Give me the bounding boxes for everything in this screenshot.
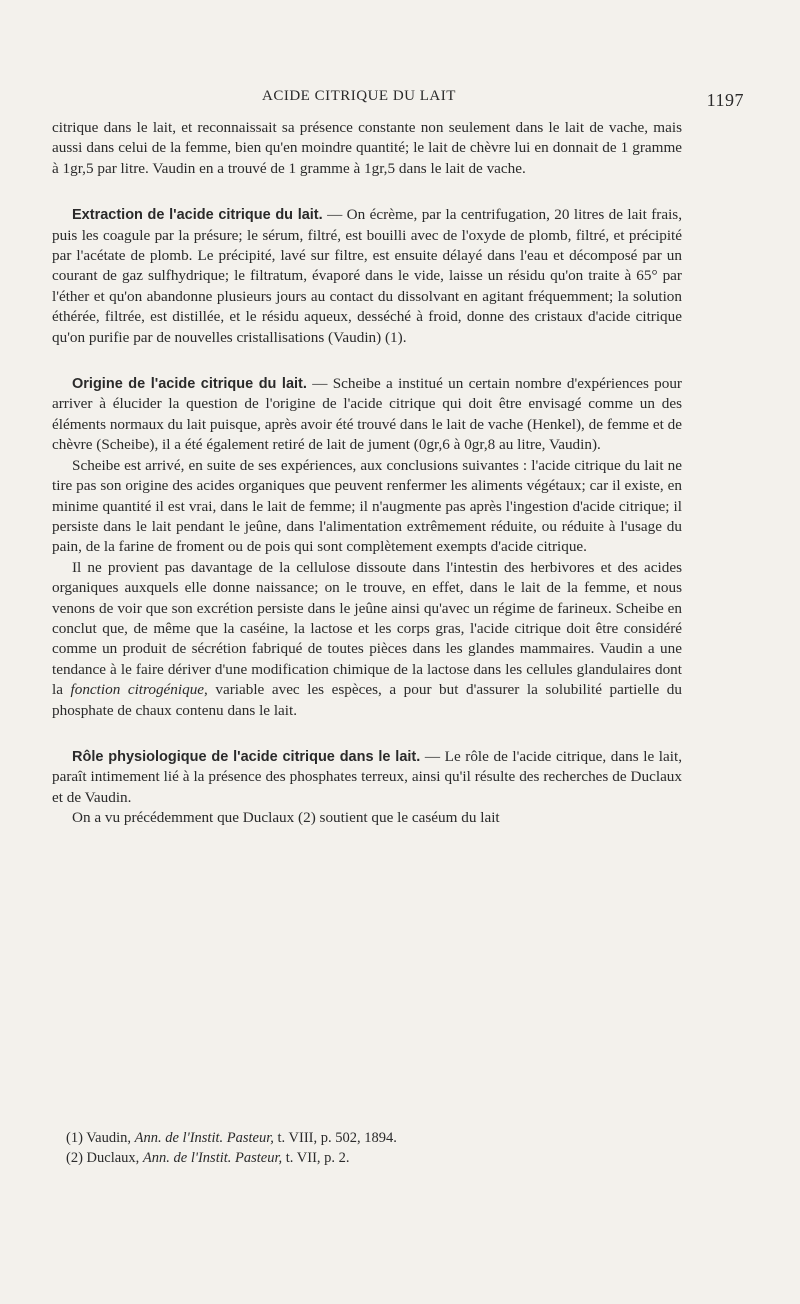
paragraph-continuation: citrique dans le lait, et reconnaissait sa présence constante non seulement dans le lait de vache, mais aussi dans celui de la femme, bien qu'en moindre quantité; le lait de chèvre lui en donnait de 1 gramme à 1gr,5 par litre. Vaudin en a trouvé de 1 gramme à 1gr,5 dans le lait de vache. bbox=[52, 119, 682, 177]
paragraph-cellulose bbox=[52, 558, 682, 721]
section-heading-extraction: Extraction de l'acide citrique du lait. bbox=[72, 207, 323, 224]
running-title: ACIDE CITRIQUE DU LAIT bbox=[262, 88, 456, 104]
footnote bbox=[66, 1128, 626, 1148]
section-role bbox=[52, 747, 682, 808]
paragraph-scheibe-conclusions: Scheibe est arrivé, en suite de ses expériences, aux conclusions suivantes : l'acide citrique du lait ne tire pas son origine des acides organiques que peuvent renfermer les aliments végétaux; car il existe, en minime quantité il est vrai, dans le lait de femme; il n'augmente pas après l'ingestion d'acide citrique; il persiste dans le lait pendant le jeûne, dans l'alimentation extrêmement réduite, ou réduite à l'usage du pain, de la farine de froment ou de pois qui sont complètement exempts d'acide citrique. bbox=[52, 456, 682, 556]
section-heading-origine: Origine de l'acide citrique du lait. bbox=[72, 376, 307, 393]
footnote-journal: Ann. de l'Instit. Pasteur, bbox=[134, 1130, 274, 1146]
footnote-ref: t. VII, p. 2. bbox=[285, 1150, 350, 1166]
section-text-role: — Le rôle de l'acide citrique, dans le lait, paraît intimement lié à la présence des phosphates terreux, ainsi qu'il résulte des recherches de Duclaux et de Vaudin. bbox=[52, 747, 682, 806]
footnote-number: (2) bbox=[66, 1150, 83, 1166]
footnote-author: Duclaux, bbox=[86, 1150, 140, 1166]
italic-term: fonction citrogénique bbox=[70, 681, 205, 699]
paragraph-cellulose-text-b: , variable avec les espèces, a pour but d'assurer la solubilité partielle du phosphate de chaux contenu dans le lait. bbox=[52, 681, 682, 719]
section-text-origine: — Scheibe a institué un certain nombre d'expériences pour arriver à élucider la question de l'origine de l'acide citrique qui doit être envisagé comme un des éléments normaux du lait puisque, après avoir été trouvé dans le lait de vache (Henkel), de femme et de chèvre (Scheibe), il a été également retiré de lait de jument (0gr,6 à 0gr,8 au litre, Vaudin). bbox=[52, 375, 682, 454]
body-text bbox=[52, 118, 682, 829]
footnotes bbox=[66, 1128, 626, 1168]
section-heading-role: Rôle physiologique de l'acide citrique dans le lait. bbox=[72, 748, 421, 765]
section-origine bbox=[52, 374, 682, 456]
section-extraction bbox=[52, 205, 682, 348]
paragraph-cellulose-text-a: Il ne provient pas davantage de la cellulose dissoute dans l'intestin des herbivores et des acides organiques auxquels elle donne naissance; on le trouve, en effet, dans le lait de la femme, et nous venons de voir que son excrétion persiste dans le jeûne ainsi qu'avec un régime de farineux. Scheibe en conclut que, de même que la caséine, la lactose et les corps gras, l'acide citrique doit être considéré comme un produit de sécrétion fabriqué de toutes pièces dans les glandes mammaires. Vaudin a une tendance à le faire dériver d'une modification chimique de la lactose dans les cellules glandulaires dont la bbox=[52, 558, 682, 699]
paragraph-duclaux: On a vu précédemment que Duclaux (2) soutient que le caséum du lait bbox=[72, 809, 500, 827]
footnote-author: Vaudin, bbox=[86, 1130, 132, 1146]
page-number: 1197 bbox=[706, 90, 744, 110]
footnote-journal: Ann. de l'Instit. Pasteur, bbox=[142, 1150, 283, 1166]
footnote bbox=[66, 1148, 626, 1168]
section-text-extraction: — On écrème, par la centrifugation, 20 litres de lait frais, puis les coagule par la présure; le sérum, filtré, est bouilli avec de l'oxyde de plomb, filtré, et précipité par l'acétate de plomb. Le précipité, lavé sur filtre, est ensuite délayé dans l'eau et décomposé par un courant de gaz sulfhydrique; le filtratum, évaporé dans le vide, laisse un résidu qu'on traite à 65° par l'éther et qu'on abandonne plusieurs jours au contact du dissolvant en agitant fréquemment; la solution éthérée, filtrée, est distillée, et le résidu aqueux, desséché à froid, donne des cristaux d'acide citrique qu'on purifie par de nouvelles cristallisations (Vaudin) (1). bbox=[52, 206, 682, 346]
footnote-ref: t. VIII, p. 502, 1894. bbox=[277, 1130, 397, 1146]
footnote-number: (1) bbox=[66, 1130, 83, 1146]
